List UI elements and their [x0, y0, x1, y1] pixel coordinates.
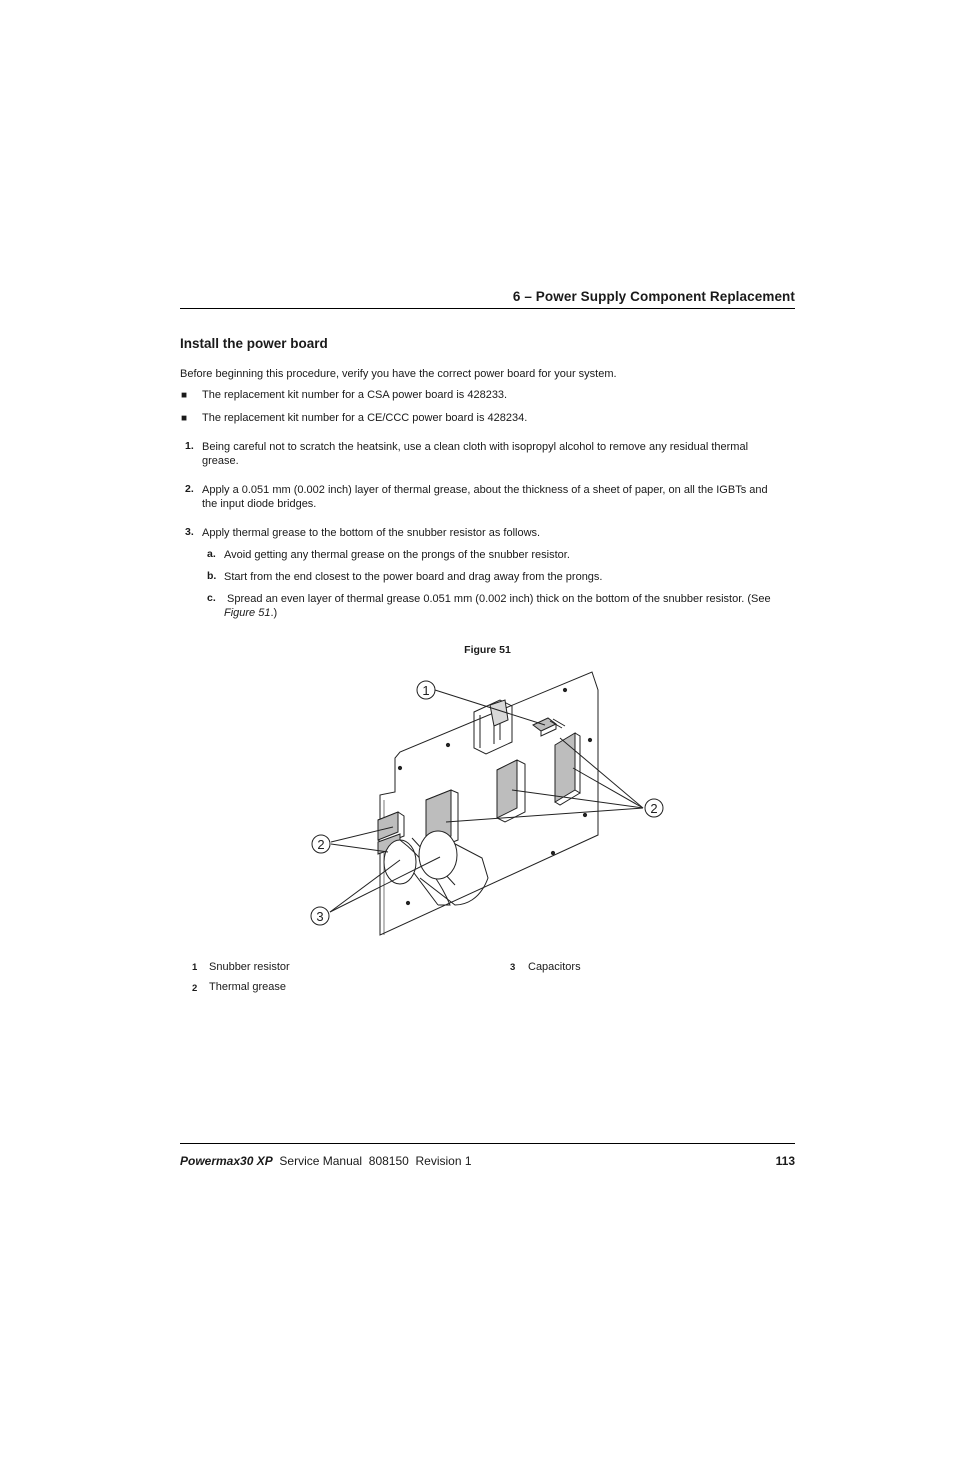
- section-title: Install the power board: [180, 336, 328, 351]
- legend-label: Capacitors: [528, 961, 581, 973]
- callout-3: 3: [316, 909, 324, 924]
- step-text-continued: grease.: [202, 455, 239, 467]
- step-text-continued: the input diode bridges.: [202, 498, 317, 510]
- step-number: 3.: [185, 526, 194, 538]
- leader-line: [446, 808, 643, 822]
- substep-text: Avoid getting any thermal grease on the prongs of the snubber resistor.: [224, 549, 570, 561]
- leader-line: [512, 790, 643, 808]
- figure-reference-link[interactable]: Figure 51: [224, 607, 271, 619]
- header-rule: [180, 308, 795, 309]
- page-number: 113: [775, 1154, 795, 1168]
- legend-number: 2: [192, 983, 198, 994]
- callout-2-right: 2: [650, 801, 658, 816]
- board-outline: [380, 672, 598, 935]
- leader-line: [573, 768, 643, 808]
- step-text: Apply thermal grease to the bottom of the snubber resistor as follows.: [202, 527, 541, 539]
- callout-2-left: 2: [317, 837, 325, 852]
- step-text: Apply a 0.051 mm (0.002 inch) layer of thermal grease, about the thickness of a sheet of paper, on all the IGBTs and: [202, 484, 768, 496]
- substep-text-continued: [224, 606, 277, 621]
- bullet-marker: ■: [181, 413, 188, 424]
- intro-paragraph: Before beginning this procedure, verify you have the correct power board for your system.: [180, 368, 617, 380]
- step-text: Being careful not to scratch the heatsink, use a clean cloth with isopropyl alcohol to remove any residual thermal: [202, 441, 749, 453]
- leader-line: [435, 690, 545, 725]
- legend-label: Snubber resistor: [209, 961, 290, 973]
- list-item: The replacement kit number for a CE/CCC power board is 428234.: [202, 412, 528, 424]
- document-id: Service Manual 808150 Revision 1: [279, 1154, 472, 1168]
- chapter-title: 6 – Power Supply Component Replacement: [512, 289, 795, 304]
- power-board-illustration: [300, 665, 680, 945]
- step-number: 1.: [185, 440, 194, 452]
- list-item: The replacement kit number for a CSA power board is 428233.: [202, 389, 508, 401]
- substep-letter: c.: [207, 592, 216, 604]
- substep-text: Spread an even layer of thermal grease 0.051 mm (0.002 inch) thick on the bottom of the snubber resistor. (See: [224, 593, 771, 605]
- step-number: 2.: [185, 483, 194, 495]
- bullet-marker: ■: [181, 390, 188, 401]
- callout-1: 1: [422, 683, 430, 698]
- substep-letter: b.: [207, 570, 217, 582]
- legend-label: Thermal grease: [209, 981, 287, 993]
- leader-line: [330, 860, 400, 912]
- footer-rule: [180, 1143, 795, 1144]
- footer-doc-info: [180, 1154, 472, 1168]
- product-name: Powermax30 XP: [180, 1154, 273, 1168]
- substep-letter: a.: [207, 548, 216, 560]
- substep-text: Start from the end closest to the power board and drag away from the prongs.: [224, 571, 603, 583]
- legend-number: 1: [192, 962, 198, 973]
- figure-title: Figure 51: [464, 644, 511, 656]
- substep-tail: .): [270, 607, 278, 619]
- legend-number: 3: [510, 962, 516, 973]
